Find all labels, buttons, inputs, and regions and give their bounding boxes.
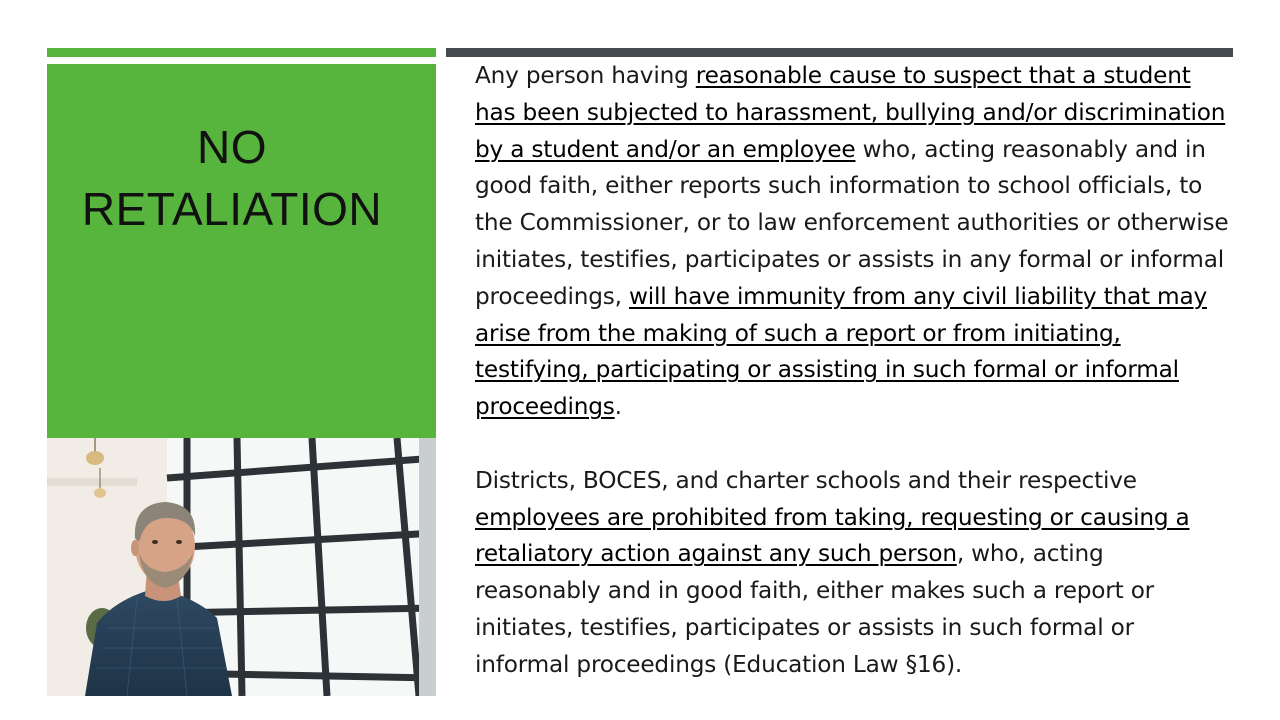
p1-reporting: who, acting reasonably and in good faith, either reports such information to school officials, to the Commissioner, or to law enforcement authorities or otherwise initiates, testifies, participates or assists in any formal or informal proceedings, [475,135,1229,310]
title-line-2: RETALIATION [81,183,383,235]
p1-reasonable-cause: reasonable cause to suspect that a student has been subjected to harassment, bullying and/or discrimination by a student and/or an employee [475,62,1226,163]
slide-title [47,116,417,240]
paragraph-immunity [475,58,1235,426]
p2-intro: Districts, BOCES, and charter schools and their respective [475,466,1137,494]
body-text [475,58,1235,684]
paragraph-prohibition [475,463,1235,684]
p2-end: , who, acting reasonably and in good faith, either makes such a report or initiates, testifies, participates or assists in such formal or informal proceedings (Education Law §16). [475,540,1155,678]
dark-accent-bar [446,48,1233,57]
p1-immunity-clause: will have immunity from any civil liability that may arise from the making of such a report or from initiating, testifying, participating or assisting in such formal or informal proceedings [475,282,1207,421]
p2-prohibition-clause: employees are prohibited from taking, requesting or causing a retaliatory action against any such person [475,503,1190,568]
p1-end: . [614,393,622,421]
title-line-1: NO [197,121,267,173]
title-panel [47,64,436,438]
p1-intro: Any person having [475,62,696,89]
man-by-window-photo [47,438,436,696]
green-accent-bar [47,48,436,57]
